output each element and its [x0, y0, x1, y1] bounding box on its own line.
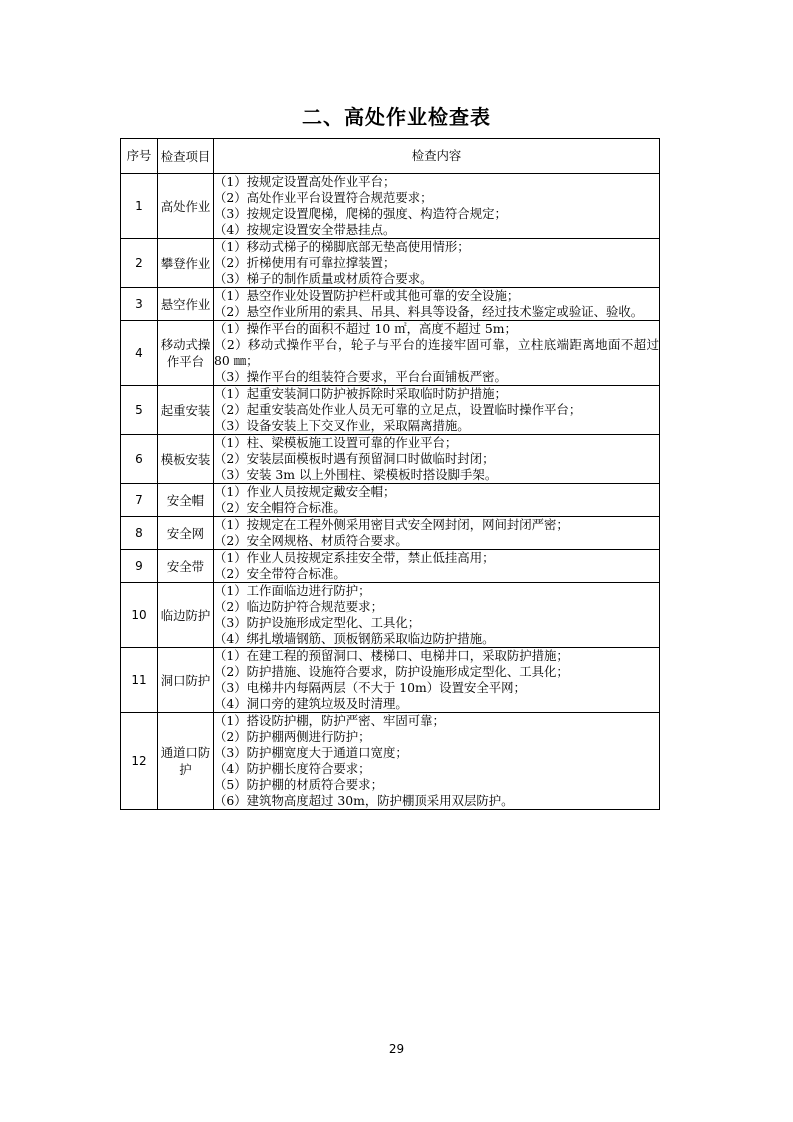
- table-row: [121, 321, 660, 386]
- check-content-line: （2）安全帽符合标准。: [214, 500, 346, 515]
- check-content-line: （1）按规定设置高处作业平台；: [214, 174, 396, 189]
- header-seq: 序号: [121, 139, 158, 174]
- check-item: 高处作业: [158, 174, 214, 239]
- check-content-line: （3）设备安装上下交叉作业，采取隔离措施。: [214, 418, 470, 433]
- check-content-line: （3）按规定设置爬梯，爬梯的强度、构造符合规定；: [214, 206, 507, 221]
- table-row: [121, 583, 660, 648]
- row-number: 7: [121, 484, 158, 517]
- header-item: 检查项目: [158, 139, 214, 174]
- check-content-line: （2）安全网规格、材质符合要求。: [214, 533, 408, 548]
- check-content: [214, 648, 660, 713]
- row-number: 11: [121, 648, 158, 713]
- table-row: [121, 386, 660, 435]
- check-item: 通道口防护: [158, 713, 214, 810]
- row-number: 10: [121, 583, 158, 648]
- check-content-line: （3）操作平台的组装符合要求，平台台面铺板严密。: [214, 369, 507, 384]
- check-content: [214, 386, 660, 435]
- row-number: 1: [121, 174, 158, 239]
- check-content-line: （2）安装层面模板时遇有预留洞口时做临时封闭；: [214, 451, 495, 466]
- check-content-line: （4）按规定设置安全带悬挂点。: [214, 222, 396, 237]
- check-content-line: （4）防护棚长度符合要求；: [214, 761, 371, 776]
- check-content-line: （1）搭设防护棚，防护严密、牢固可靠；: [214, 713, 445, 728]
- check-content: [214, 321, 660, 386]
- check-content-line: （2）高处作业平台设置符合规范要求；: [214, 190, 433, 205]
- check-content-line: （1）悬空作业处设置防护栏杆或其他可靠的安全设施；: [214, 288, 520, 303]
- table-row: [121, 648, 660, 713]
- row-number: 9: [121, 550, 158, 583]
- check-content: [214, 239, 660, 288]
- table-row: [121, 239, 660, 288]
- check-content-line: （1）操作平台的面积不超过 10 ㎡，高度不超过 5m；: [214, 321, 517, 336]
- check-content: [214, 288, 660, 321]
- page-title: 二、高处作业检查表: [302, 105, 491, 129]
- check-content-line: （1）移动式梯子的梯脚底部无垫高使用情形；: [214, 239, 470, 254]
- check-content-line: （2）防护棚两侧进行防护；: [214, 729, 371, 744]
- table-row: [121, 550, 660, 583]
- check-content-line: （2）临边防护符合规范要求；: [214, 599, 383, 614]
- check-content: [214, 713, 660, 810]
- check-content: [214, 484, 660, 517]
- check-content-line: （3）防护棚宽度大于通道口宽度；: [214, 745, 408, 760]
- check-content-line: （2）折梯使用有可靠拉撑装置；: [214, 255, 396, 270]
- check-content-line: （2）安全带符合标准。: [214, 566, 346, 581]
- check-content-line: （1）起重安装洞口防护被拆除时采取临时防护措施；: [214, 386, 507, 401]
- row-number: 2: [121, 239, 158, 288]
- check-content-line: （1）作业人员按规定戴安全帽；: [214, 484, 396, 499]
- inspection-table: [120, 138, 660, 810]
- table-row: [121, 713, 660, 810]
- check-content-line: （2）起重安装高处作业人员无可靠的立足点，设置临时操作平台；: [214, 402, 582, 417]
- check-item: 洞口防护: [158, 648, 214, 713]
- check-item: 安全网: [158, 517, 214, 550]
- check-content-line: （3）防护设施形成定型化、工具化；: [214, 615, 421, 630]
- check-content-line: （2）移动式操作平台，轮子与平台的连接牢固可靠，立柱底端距离地面不超过 80 ㎜；: [214, 337, 659, 368]
- table-row: [121, 435, 660, 484]
- check-content-line: （3）安装 3m 以上外围柱、梁模板时搭设脚手架。: [214, 467, 498, 482]
- row-number: 4: [121, 321, 158, 386]
- check-content-line: （6）建筑物高度超过 30m，防护棚顶采用双层防护。: [214, 793, 514, 808]
- table-header-row: [121, 139, 660, 174]
- check-item: 安全带: [158, 550, 214, 583]
- check-content: [214, 174, 660, 239]
- check-item: 安全帽: [158, 484, 214, 517]
- row-number: 12: [121, 713, 158, 810]
- check-content-line: （1）在建工程的预留洞口、楼梯口、电梯井口，采取防护措施；: [214, 648, 569, 663]
- check-item: 攀登作业: [158, 239, 214, 288]
- table-row: [121, 484, 660, 517]
- header-content: 检查内容: [214, 139, 660, 174]
- check-content-line: （3）梯子的制作质量或材质符合要求。: [214, 271, 433, 286]
- check-content-line: （2）防护措施、设施符合要求，防护设施形成定型化、工具化；: [214, 664, 569, 679]
- check-item: 模板安装: [158, 435, 214, 484]
- check-content-line: （1）按规定在工程外侧采用密目式安全网封闭，网间封闭严密；: [214, 517, 569, 532]
- page-number: 29: [388, 1042, 405, 1056]
- check-content-line: （3）电梯井内每隔两层（不大于 10m）设置安全平网；: [214, 680, 526, 695]
- check-content-line: （4）洞口旁的建筑垃圾及时清理。: [214, 696, 408, 711]
- check-content: [214, 583, 660, 648]
- row-number: 3: [121, 288, 158, 321]
- table-row: [121, 517, 660, 550]
- check-content-line: （2）悬空作业所用的索具、吊具、料具等设备，经过技术鉴定或验证、验收。: [214, 304, 644, 319]
- check-item: 移动式操作平台: [158, 321, 214, 386]
- check-content-line: （1）作业人员按规定系挂安全带，禁止低挂高用；: [214, 550, 495, 565]
- table-body: [121, 174, 660, 810]
- check-content-line: （1）工作面临边进行防护；: [214, 583, 371, 598]
- row-number: 8: [121, 517, 158, 550]
- check-item: 起重安装: [158, 386, 214, 435]
- table-row: [121, 288, 660, 321]
- row-number: 6: [121, 435, 158, 484]
- check-content: [214, 517, 660, 550]
- check-item: 临边防护: [158, 583, 214, 648]
- check-content: [214, 550, 660, 583]
- check-item: 悬空作业: [158, 288, 214, 321]
- check-content: [214, 435, 660, 484]
- check-content-line: （1）柱、梁模板施工设置可靠的作业平台；: [214, 435, 458, 450]
- check-content-line: （4）绑扎墩墙钢筋、顶板钢筋采取临边防护措施。: [214, 631, 495, 646]
- check-content-line: （5）防护棚的材质符合要求；: [214, 777, 383, 792]
- row-number: 5: [121, 386, 158, 435]
- table-row: [121, 174, 660, 239]
